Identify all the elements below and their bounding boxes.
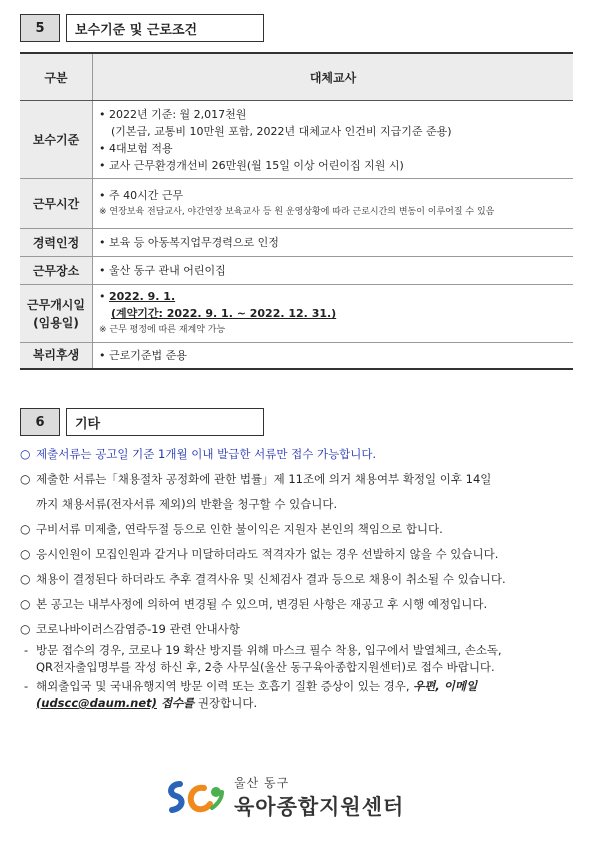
email-link[interactable]: (udscc@daum.net) bbox=[36, 696, 157, 710]
list-item bbox=[20, 521, 580, 538]
dash-item bbox=[24, 678, 580, 712]
section-title: 기타 bbox=[66, 408, 264, 436]
start-bullet: • bbox=[99, 290, 109, 303]
section-number: 6 bbox=[20, 408, 60, 436]
section-number: 5 bbox=[20, 14, 60, 42]
dash-text-bold: 접수를 bbox=[156, 696, 195, 710]
item-text: 채용이 결정된다 하더라도 추후 결격사유 및 신체검사 결과 등으로 채용이 취소될 수 있습니다. bbox=[36, 572, 506, 586]
dash-text-bold: 우편, 이메일 bbox=[413, 679, 478, 693]
circle-bullet-icon: ○ bbox=[20, 447, 31, 461]
center-logo bbox=[164, 774, 404, 821]
start-note: ※ 근무 평정에 따른 재계약 가능 bbox=[99, 325, 226, 335]
item-text: 응시인원이 모집인원과 같거나 미달하더라도 적격자가 없는 경우 선발하지 않을 수 있습니다. bbox=[36, 547, 499, 561]
header-substitute-teacher: 대체교사 bbox=[93, 53, 574, 101]
logo-subtitle: 울산 동구 bbox=[234, 776, 290, 790]
circle-bullet-icon: ○ bbox=[20, 522, 31, 536]
circle-bullet-icon: ○ bbox=[20, 572, 31, 586]
list-item bbox=[20, 571, 580, 588]
table-row-hours bbox=[20, 179, 573, 229]
pay-line-3: • 4대보험 적용 bbox=[99, 141, 173, 155]
row-label-sub: (임용일) bbox=[33, 315, 79, 330]
dash-text: 해외출입국 및 국내유행지역 방문 이력 또는 호흡기 질환 증상이 있는 경우, bbox=[36, 679, 414, 693]
row-label: 보수기준 bbox=[20, 101, 93, 179]
conditions-table bbox=[20, 52, 573, 370]
table-row-welfare bbox=[20, 343, 573, 369]
logo-title: 육아종합지원센터 bbox=[234, 795, 405, 819]
row-label: 복리후생 bbox=[20, 343, 93, 369]
section-6-header bbox=[20, 408, 264, 436]
start-date: 2022. 9. 1. bbox=[109, 290, 176, 303]
dash-text-cont: QR전자출입명부를 작성 하신 후, 2층 사무실(울산 동구육아종합지원센터)로 접수 바랍니다. bbox=[36, 660, 495, 674]
pay-line-2: (기본급, 교통비 10만원 포함, 2022년 대체교사 인건비 지급기준 준용) bbox=[111, 124, 452, 138]
list-item bbox=[20, 621, 580, 638]
row-label: 근무시간 bbox=[20, 179, 93, 229]
circle-bullet-icon: ○ bbox=[20, 622, 31, 636]
list-item bbox=[20, 546, 580, 563]
pay-line-1: • 2022년 기준: 월 2,017천원 bbox=[99, 107, 247, 121]
place-line: • 울산 동구 관내 어린이집 bbox=[93, 257, 574, 285]
circle-bullet-icon: ○ bbox=[20, 472, 31, 486]
center-logo-icon bbox=[164, 778, 228, 818]
list-item bbox=[20, 446, 580, 463]
pay-line-4: • 교사 근무환경개선비 26만원(월 15일 이상 어린이집 지원 시) bbox=[99, 158, 404, 172]
table-row-pay bbox=[20, 101, 573, 179]
dash-item bbox=[24, 642, 580, 676]
item-text: 제출서류는 공고일 기준 1개월 이내 발급한 서류만 접수 가능합니다. bbox=[36, 447, 377, 461]
row-label: 근무장소 bbox=[20, 257, 93, 285]
dash-text: 권장합니다. bbox=[194, 696, 258, 710]
dash-bullet: - bbox=[24, 679, 29, 693]
circle-bullet-icon: ○ bbox=[20, 597, 31, 611]
list-item bbox=[20, 596, 580, 613]
item-text: 구비서류 미제출, 연락두절 등으로 인한 불이익은 지원자 본인의 책임으로 합니다. bbox=[36, 522, 443, 536]
etc-list bbox=[20, 446, 580, 714]
circle-bullet-icon: ○ bbox=[20, 547, 31, 561]
welfare-line: • 근로기준법 준용 bbox=[93, 343, 574, 369]
dash-bullet: - bbox=[24, 643, 29, 657]
item-text: 본 공고는 내부사정에 의하여 변경될 수 있으며, 변경된 사항은 재공고 후 시행 예정입니다. bbox=[36, 597, 488, 611]
item-text-cont: 까지 채용서류(전자서류 제외)의 반환을 청구할 수 있습니다. bbox=[36, 497, 338, 511]
career-line: • 보육 등 아동복지업무경력으로 인정 bbox=[93, 229, 574, 257]
row-label: 근무개시일 bbox=[27, 297, 85, 312]
hours-line-1: • 주 40시간 근무 bbox=[99, 188, 184, 202]
table-row-career bbox=[20, 229, 573, 257]
row-label: 경력인정 bbox=[20, 229, 93, 257]
item-text: 코로나바이러스감염증-19 관련 안내사항 bbox=[36, 622, 240, 636]
section-title: 보수기준 및 근로조건 bbox=[66, 14, 264, 42]
item-text: 제출한 서류는「채용절차 공정화에 관한 법률」제 11조에 의거 채용여부 확정일 이후 14일 bbox=[36, 472, 492, 486]
dash-text: 방문 접수의 경우, 코로나 19 확산 방지를 위해 마스크 필수 착용, 입구에서 발열체크, 손소독, bbox=[36, 643, 502, 657]
list-item bbox=[20, 471, 580, 513]
table-row-place bbox=[20, 257, 573, 285]
hours-note: ※ 연장보육 전담교사, 야간연장 보육교사 등 원 운영상황에 따라 근로시간의 변동이 이루어질 수 있음 bbox=[99, 206, 495, 217]
section-5-header bbox=[20, 14, 264, 42]
table-row-start bbox=[20, 285, 573, 343]
header-category: 구분 bbox=[20, 53, 93, 101]
table-header-row bbox=[20, 53, 573, 101]
contract-period: (계약기간: 2022. 9. 1. ~ 2022. 12. 31.) bbox=[111, 307, 337, 320]
